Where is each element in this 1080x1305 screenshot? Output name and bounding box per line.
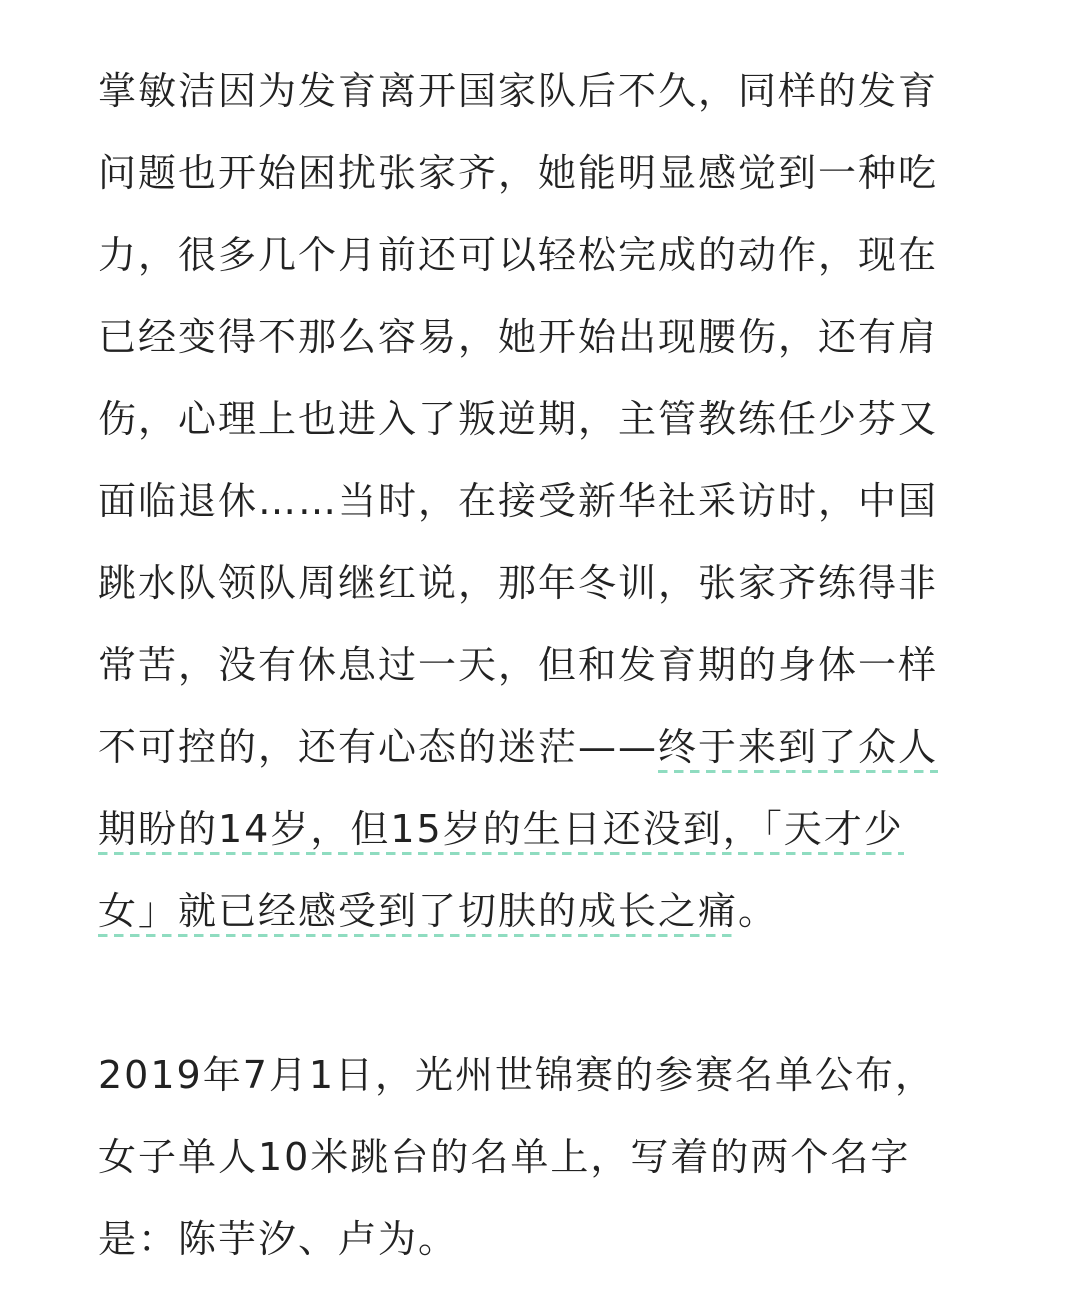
text-line: 面临退休……当时，在接受新华社采访时，中国 <box>98 479 939 523</box>
text-line: 已经变得不那么容易，她开始出现腰伤，还有肩 <box>98 315 939 359</box>
text-line: 是：陈芋汐、卢为。 <box>98 1217 459 1261</box>
highlighted-text: 终于来到了众人 <box>658 725 938 775</box>
text-line: 掌敏洁因为发育离开国家队后不久，同样的发育 <box>98 69 939 113</box>
text-line: 力，很多几个月前还可以轻松完成的动作，现在 <box>98 233 939 277</box>
text-line: 问题也开始困扰张家齐，她能明显感觉到一种吃 <box>98 151 939 195</box>
text-line: 女子单人10米跳台的名单上，写着的两个名字 <box>98 1135 911 1179</box>
text-segment: 。 <box>738 889 779 933</box>
text-line: 常苦，没有休息过一天，但和发育期的身体一样 <box>98 643 939 687</box>
text-line: 伤，心理上也进入了叛逆期，主管教练任少芬又 <box>98 397 939 441</box>
text-line <box>98 870 982 952</box>
text-line: 2019年7月1日，光州世锦赛的参赛名单公布， <box>98 1053 936 1097</box>
paragraph-2 <box>98 1034 982 1280</box>
text-line <box>98 788 982 870</box>
highlighted-text: 女」就已经感受到了切肤的成长之痛 <box>98 889 738 939</box>
highlighted-text: 期盼的14岁，但15岁的生日还没到，「天才少 <box>98 807 904 857</box>
article-body <box>98 50 982 1280</box>
paragraph-spacer <box>98 952 982 1034</box>
text-line: 跳水队领队周继红说，那年冬训，张家齐练得非 <box>98 561 939 605</box>
text-line <box>98 706 982 788</box>
paragraph-1 <box>98 50 982 952</box>
text-segment: 不可控的，还有心态的迷茫—— <box>98 725 659 769</box>
